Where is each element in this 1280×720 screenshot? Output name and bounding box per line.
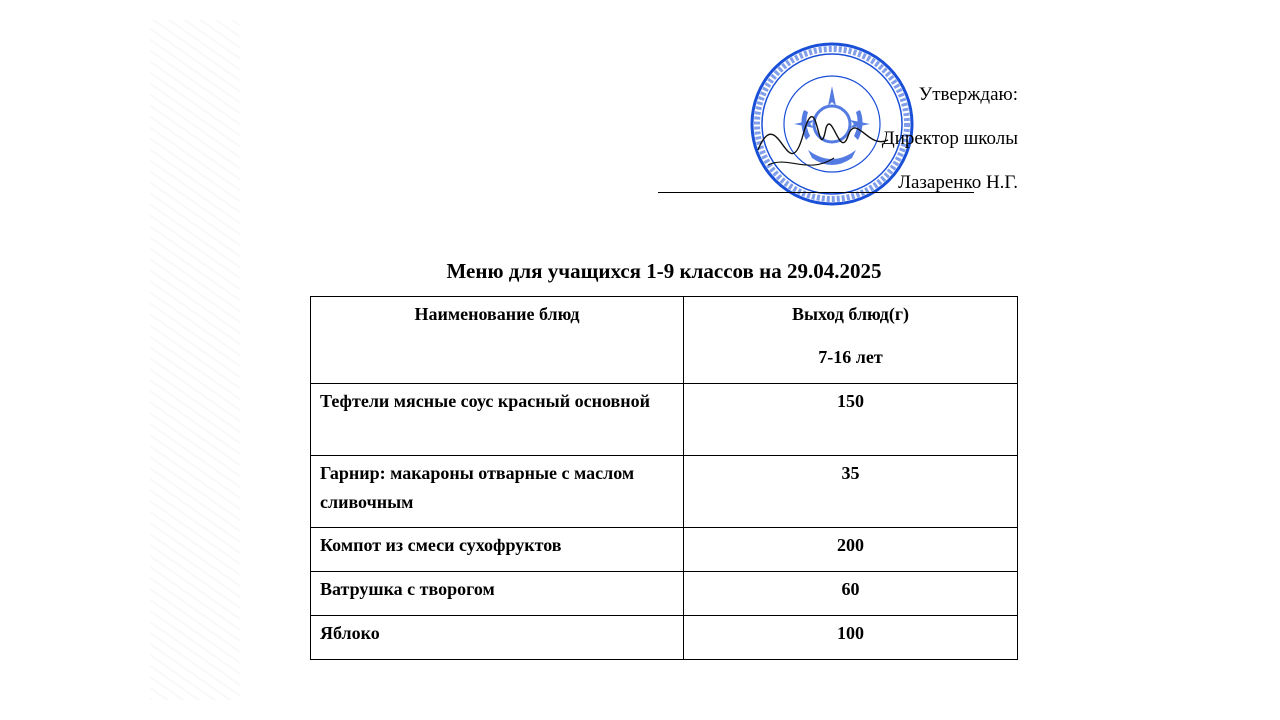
dish-name: Компот из смеси сухофруктов	[311, 528, 684, 572]
dish-name: Гарнир: макароны отварные с маслом сливочным	[311, 456, 684, 528]
table-row	[311, 456, 1018, 528]
table-row	[311, 528, 1018, 572]
table-row	[311, 572, 1018, 616]
dish-name: Яблоко	[311, 616, 684, 660]
dish-output: 35	[684, 456, 1018, 528]
director-name: Лазаренко Н.Г.	[898, 172, 1018, 193]
header-age-range: 7-16 лет	[818, 347, 883, 367]
dish-name: Тефтели мясные соус красный основной	[311, 384, 684, 456]
table-row	[311, 616, 1018, 660]
header-output-label: Выход блюд(г)	[791, 304, 910, 324]
background-watermark	[150, 20, 240, 700]
dish-output: 150	[684, 384, 1018, 456]
director-position: Директор школы	[881, 128, 1018, 149]
header-output	[684, 297, 1018, 384]
dish-name: Ватрушка с творогом	[311, 572, 684, 616]
table-row	[311, 384, 1018, 456]
table-header-row	[311, 297, 1018, 384]
approval-label: Утверждаю:	[918, 84, 1018, 105]
dish-output: 60	[684, 572, 1018, 616]
dish-output: 200	[684, 528, 1018, 572]
dish-output: 100	[684, 616, 1018, 660]
approval-block	[882, 84, 1018, 194]
signature-line	[658, 192, 974, 193]
header-dish-name: Наименование блюд	[311, 297, 684, 384]
menu-table	[310, 296, 1018, 660]
menu-title: Меню для учащихся 1-9 классов на 29.04.2025	[446, 259, 882, 283]
